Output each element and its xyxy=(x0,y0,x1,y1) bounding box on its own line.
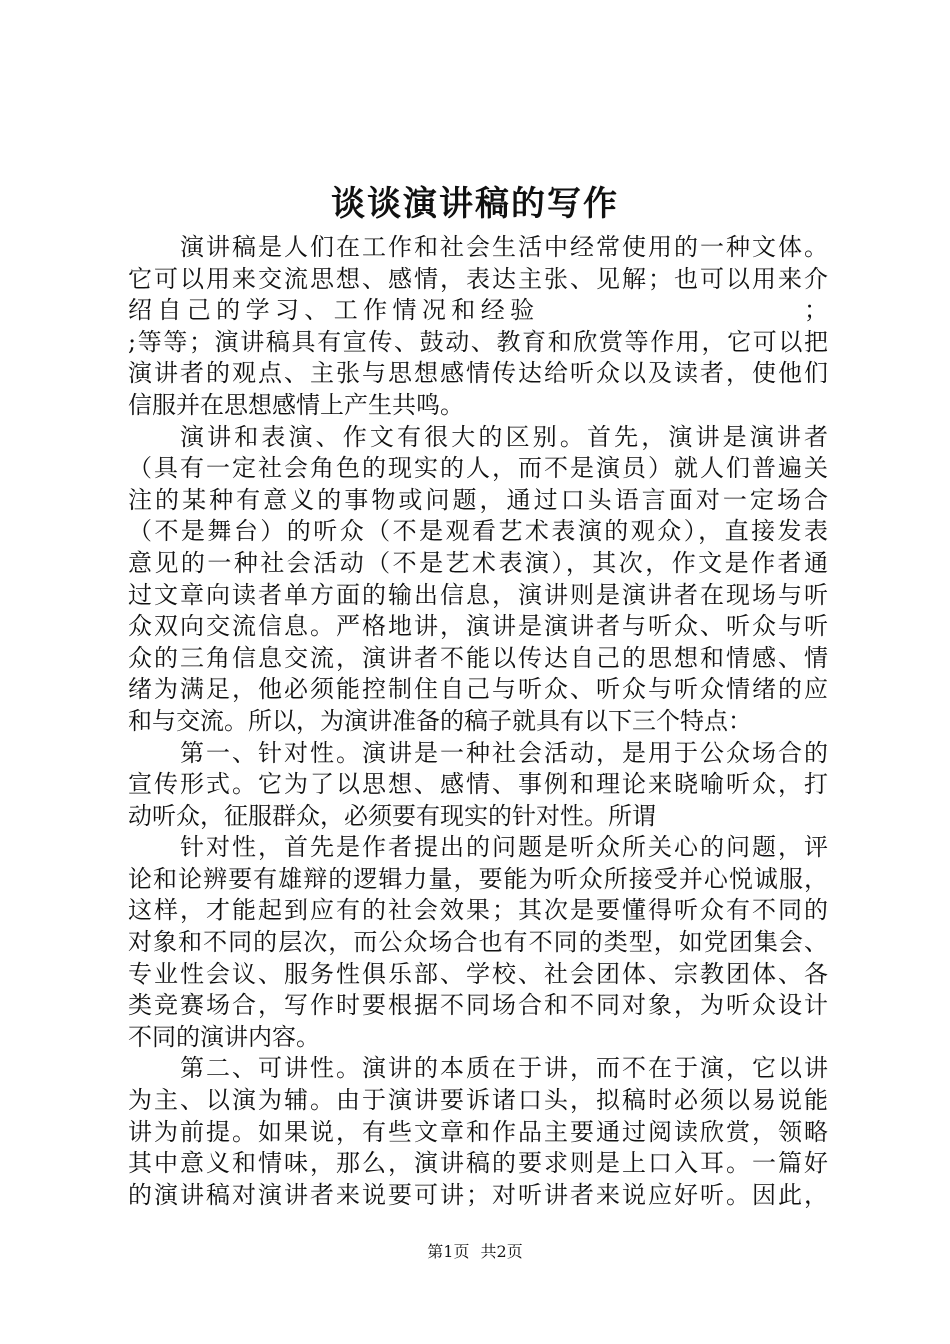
text-line: 专业性会议、服务性俱乐部、学校、社会团体、宗教团体、各 xyxy=(128,959,828,988)
text-line: 针对性，首先是作者提出的问题是听众所关心的问题，评 xyxy=(180,833,828,862)
text-line: 它可以用来交流思想、感情，表达主张、见解；也可以用来介 xyxy=(128,264,828,293)
paragraph-4 xyxy=(128,832,828,1053)
document-body xyxy=(128,232,828,1211)
text-line: 演讲稿是人们在工作和社会生活中经常使用的一种文体。 xyxy=(180,233,828,261)
paragraph-1 xyxy=(128,232,828,422)
text-line: ;等等；演讲稿具有宣传、鼓动、教育和欣赏等作用，它可以把 xyxy=(128,327,828,356)
paragraph-5 xyxy=(128,1053,828,1211)
text-line: 为主、以演为辅。由于演讲要诉诸口头，拟稿时必须以易说能 xyxy=(128,1086,828,1115)
text-line: 众双向交流信息。严格地讲，演讲是演讲者与听众、听众与听 xyxy=(128,612,828,641)
text-line: 和与交流。所以，为演讲准备的稿子就具有以下三个特点： xyxy=(128,706,752,735)
text-line: 对象和不同的层次，而公众场合也有不同的类型，如党团集会、 xyxy=(128,928,828,957)
text-line: 论和论辨要有雄辩的逻辑力量，要能为听众所接受并心悦诚服， xyxy=(128,864,828,893)
text-line: 动听众，征服群众，必须要有现实的针对性。所谓 xyxy=(128,801,656,830)
text-line: 类竞赛场合，写作时要根据不同场合和不同对象，为听众设计 xyxy=(128,991,828,1020)
page-footer xyxy=(0,1241,950,1263)
text-line: （具有一定社会角色的现实的人，而不是演员）就人们普遍关 xyxy=(128,454,828,483)
text-line: 第二、可讲性。演讲的本质在于讲，而不在于演，它以讲 xyxy=(180,1054,828,1083)
page-total: 共2页 xyxy=(480,1242,523,1261)
text-line: 绪为满足，他必须能控制住自己与听众、听众与听众情绪的应 xyxy=(128,675,828,704)
text-line: 意见的一种社会活动（不是艺术表演），其次，作文是作者通 xyxy=(128,548,828,577)
text-line: 过文章向读者单方面的输出信息，演讲则是演讲者在现场与听 xyxy=(128,580,828,609)
text-line: 这样，才能起到应有的社会效果；其次是要懂得听众有不同的 xyxy=(128,896,828,925)
text-line: 绍自己的学习、工作情况和经验 ； xyxy=(128,296,828,325)
text-line: 注的某种有意义的事物或问题，通过口头语言面对一定场合 xyxy=(128,485,828,514)
page-number: 第1页 xyxy=(427,1242,470,1261)
text-line: 信服并在思想感情上产生共鸣。 xyxy=(128,390,464,419)
text-line: 第一、针对性。演讲是一种社会活动，是用于公众场合的 xyxy=(180,738,828,767)
text-line: 其中意义和情味，那么，演讲稿的要求则是上口入耳。一篇好 xyxy=(128,1149,828,1178)
text-line: 众的三角信息交流，演讲者不能以传达自己的思想和情感、情 xyxy=(128,643,828,672)
paragraph-3 xyxy=(128,738,828,833)
text-line: 演讲者的观点、主张与思想感情传达给听众以及读者，使他们 xyxy=(128,359,828,388)
paragraph-2 xyxy=(128,422,828,738)
text-line: 不同的演讲内容。 xyxy=(128,1022,320,1051)
text-line: 宣传形式。它为了以思想、感情、事例和理论来晓喻听众，打 xyxy=(128,770,828,799)
text-line: 的演讲稿对演讲者来说要可讲；对听讲者来说应好听。因此， xyxy=(128,1180,828,1209)
text-line: （不是舞台）的听众（不是观看艺术表演的观众），直接发表 xyxy=(128,517,828,546)
text-line: 讲为前提。如果说，有些文章和作品主要通过阅读欣赏，领略 xyxy=(128,1117,828,1146)
text-line: 演讲和表演、作文有很大的区别。首先，演讲是演讲者 xyxy=(180,422,828,451)
document-title: 谈谈演讲稿的写作 xyxy=(331,184,619,224)
